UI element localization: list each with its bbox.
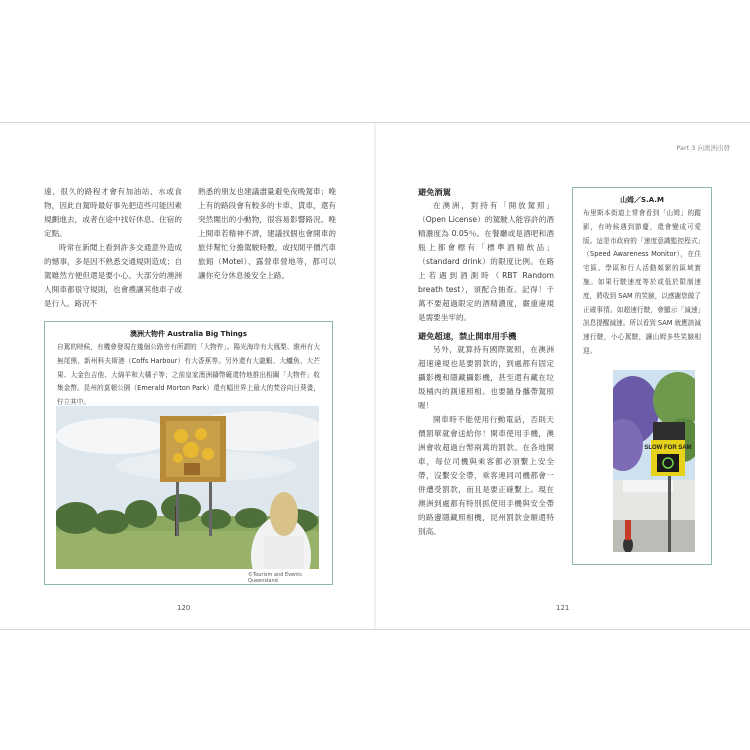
speeding-para-2: 開車時不能使用行動電話，否則天價罰單就會送給你！開車使用手機，澳洲會收超過台幣兩萬的罰款。在各地開車，每位司機與乘客都必須繫上安全帶，沒繫安全帶，乘客連同司機都會一併遭受罰款，而且是要正確繫上。現在澳洲到處都有特別抓使用手機與安全帶的路邊隱藏照相機，昆州罰款金額還特別高。 <box>418 415 554 536</box>
sam-body: 布里斯本街道上常會看到「山姆」的蹤影，有時候遇到節慶，還會變成可愛版。這是市政府的「速度意識監控程式」（Speed Awareness Monitor），在住宅區、學區和行人活動頻繁的區域實施。如果行駛速度等於或低於限制速度，將收到 SAM 的笑臉，以感謝您做了正確事情。如超速行駛，會顯示「減速」訊息提醒減速。所以看到 SAM 就應該減速行駛，小心駕駛，讓山姆多些笑臉相迎。 <box>583 209 701 355</box>
running-header: Part 3 向澳洲出發 <box>676 144 730 152</box>
gutter <box>374 123 376 629</box>
left-col2-para-1: 熟悉的朋友也建議盡量避免夜晚駕車；晚上有的路段會有較多的卡車、貨車，還有突然闖出的小動物，很容易影響路況。晚上開車若精神不濟，建議找個也會開車的旅伴幫忙分擔駕駛時數，或找間平價汽車旅館（Motel）、露營車營地等，都可以讓你充分休息後安全上路。 <box>198 187 336 280</box>
speeding-para-1: 另外，就算持有國際駕照，在澳洲超速違規也是要罰款的，到處都有固定攝影機和隱藏攝影機，甚至還有藏在垃圾桶內的測速照相。也要隨身攜帶駕照喔！ <box>418 345 554 410</box>
right-column-1 <box>418 185 554 539</box>
sign-text-slow: SLOW FOR SAM <box>644 445 692 451</box>
left-col1-para-1: 遠、很久的路程才會有加油站、水或食物，因此自駕時最好事先把這些可能因素規劃進去，或者在途中找好休息、住宿的定點。 <box>44 187 182 238</box>
drunk-driving-para: 在澳洲，對持有「開放駕照」（Open License）的駕駛人能容許的酒精濃度為 0.05％。在餐廳或是酒吧和酒瓶上都會標有「標準酒精飲品」（standard drink）的限度比例。在路上若遇到酒測時（RBT Random breath test），須配合抽查。記得！千萬不要超過限定的酒精濃度，嚴重違規是需要坐牢的。 <box>418 201 554 322</box>
speeding-heading: 避免超速，禁止開車用手機 <box>418 331 517 341</box>
page-number-right: 121 <box>556 604 570 612</box>
sam-title: 山姆／S.A.M <box>620 196 664 204</box>
left-column-2 <box>198 185 336 283</box>
big-things-body: 自駕的時候，有機會發現在幾個公路旁有所謂的「大物件」。陽光海岸有大鳳梨、維州有大無尾熊、新州科夫斯港（Coffs Harbour）有大香蕉等。另外還有大龍蝦、大鱷魚、大芒果、大金色吉他、大綿羊和大橘子等；之前皇家澳洲鑄幣廠還特地推出相關「大物件」收集金幣。昆州的莫頓公園（Emerald Morton Park）還有幅世界上最大的梵谷向日葵畫，佇立其中。 <box>57 343 320 407</box>
drunk-driving-heading: 避免酒駕 <box>418 187 451 197</box>
photo-credit: ©Tourism and Events Queensland <box>248 572 302 584</box>
book-spread <box>0 122 750 630</box>
sam-photo <box>613 370 695 552</box>
sam-box <box>572 187 712 565</box>
left-col1-para-2: 時常在新聞上看到許多交通意外造成的憾事，多是因不熟悉交通規則造成；自駕雖然方便但還是要小心。大部分的澳洲人開車都很守規則，也會禮讓其他車子或是行人。路況不 <box>44 243 182 308</box>
left-column-1 <box>44 185 182 311</box>
big-things-photo <box>56 406 319 569</box>
big-things-title: 澳洲大物件 Australia Big Things <box>130 330 247 338</box>
big-things-box <box>44 321 333 585</box>
page-number-left: 120 <box>177 604 191 612</box>
